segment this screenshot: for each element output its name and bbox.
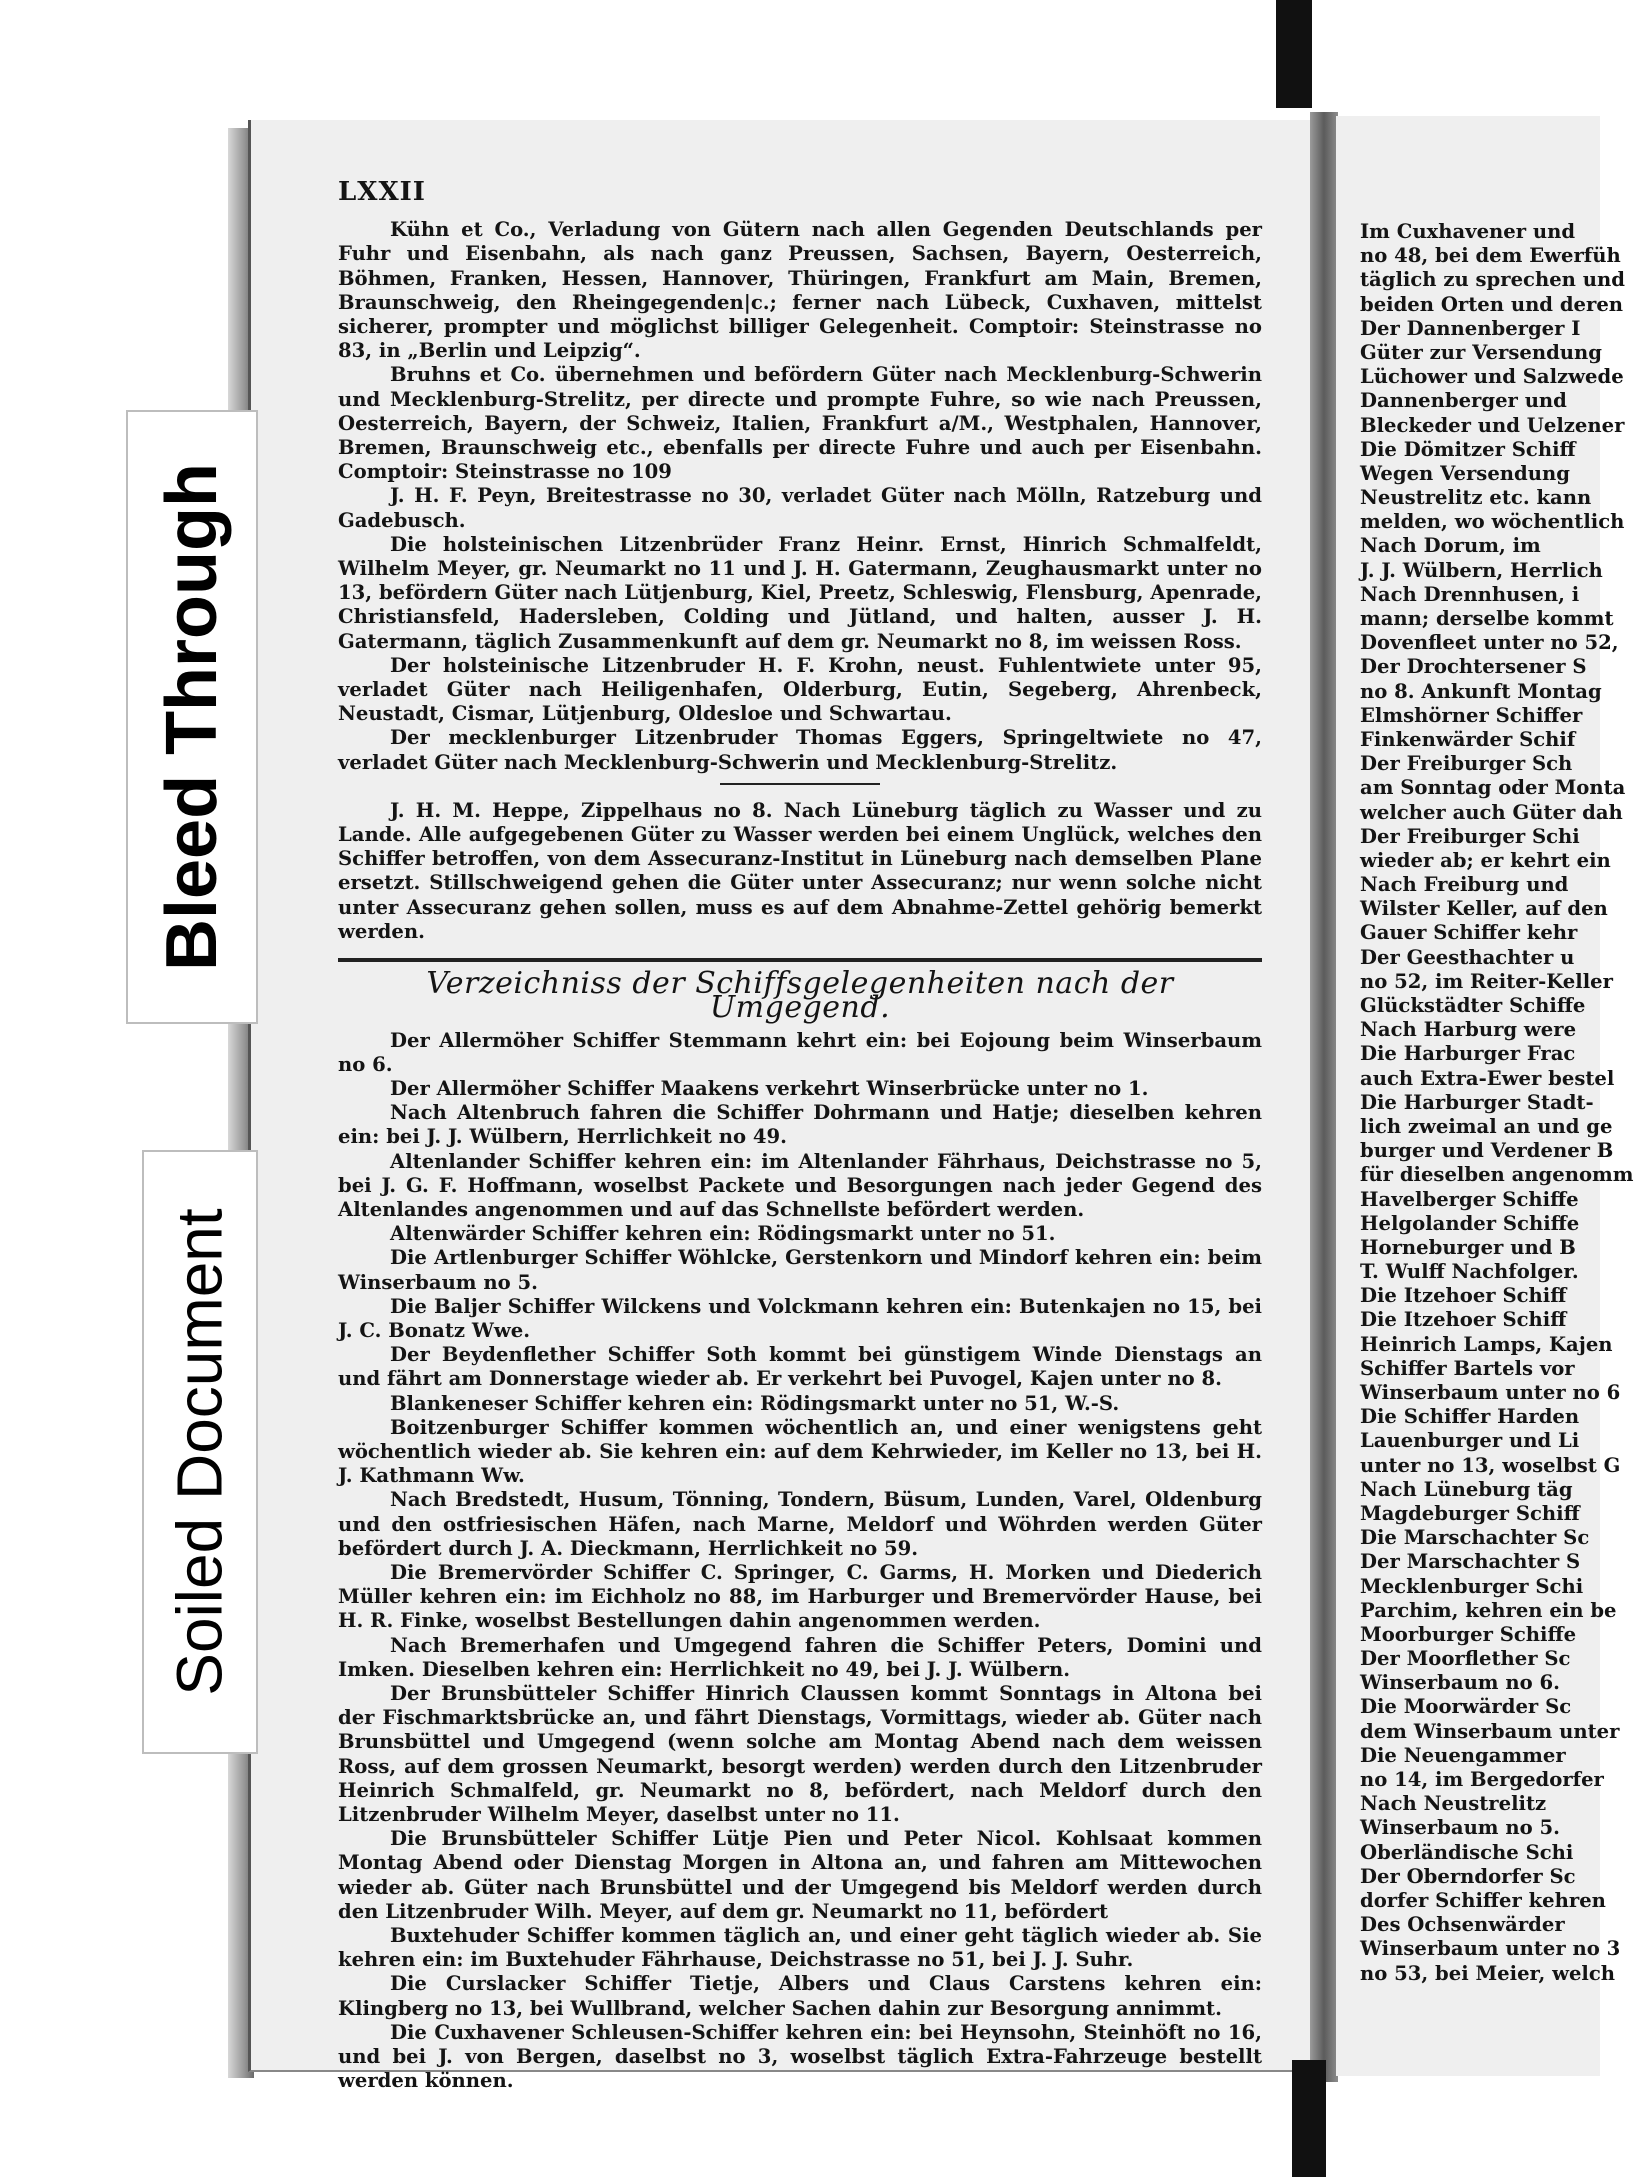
right-page-line: Der Freiburger Sch [1360,752,1573,776]
right-page-line: Havelberger Schiffe [1360,1187,1579,1211]
bleed-through-text: Bleed Through [152,463,233,971]
right-page-line: Der Moorflether Sc [1360,1647,1571,1671]
book-gutter [1310,112,1338,2082]
right-page-line: Nach Harburg were [1360,1018,1577,1042]
right-page-line: Die Itzehoer Schiff [1360,1284,1567,1308]
right-page-line: Der Marschachter S [1360,1550,1581,1574]
bleed-through-label [126,410,258,1024]
right-page-line: Die Marschachter Sc [1360,1526,1590,1550]
right-page-line: Glückstädter Schiffe [1360,994,1586,1017]
ship-service-entry: Die Cuxhavener Schleusen-Schiffer kehren ein: bei Heynsohn, Steinhöft no 16, und bei J. von Bergen, daselbst no 3, woselbst täglich Extra-Fahrzeuge bestellt werden können. [338,2020,1262,2093]
right-page-line: Horneburger und B [1360,1235,1576,1259]
section-title: Verzeichniss der Schiffsgelegenheiten nach der Umgegend. [426,966,1174,1026]
forwarder-entry: Die holsteinischen Litzenbrüder Franz Heinr. Ernst, Hinrich Schmalfeldt, Wilhelm Meyer, gr. Neumarkt no 11 und J. H. Gatermann, Zeughausmarkt unter no 13, befördern Güter nach Lütjenburg, Kiel, Preetz, Schleswig, Flensburg, Apenrade, Christiansfeld, Hadersleben, Colding und Jütland, und halten, ausser J. H. Gatermann, täglich Zusammenkunft auf dem gr. Neumarkt no 8, im weissen Ross. [338,532,1262,653]
binding-clip-bottom [1292,2060,1326,2177]
section-divider [338,958,1262,962]
right-page-line: no 53, bei Meier, welch [1360,1961,1616,1985]
right-page-line: Winserbaum unter no 6 [1360,1381,1621,1404]
right-page-text [1360,220,1634,1986]
right-page-line: Nach Drennhusen, i [1360,582,1580,606]
ship-service-entry: Nach Bremerhafen und Umgegend fahren die Schiffer Peters, Domini und Imken. Dieselben kehren ein: Herrlichkeit no 49, bei J. J. Wülbern. [338,1633,1262,1681]
right-page-line: dorfer Schiffer kehren [1360,1888,1606,1912]
ship-service-entry: Die Artlenburger Schiffer Wöhlcke, Gerstenkorn und Mindorf kehren ein: beim Winserbaum no 5. [338,1246,1262,1294]
left-page-text [338,177,1262,2093]
right-page-line: Winserbaum no 6. [1360,1671,1560,1695]
right-page-line: unter no 13, woselbst G [1360,1453,1621,1477]
right-page-line: am Sonntag oder Monta [1360,776,1626,800]
right-page-line: dem Winserbaum unter [1360,1719,1620,1743]
right-page-line: no 14, im Bergedorfer [1360,1768,1604,1791]
ship-service-entry: Altenlander Schiffer kehren ein: im Altenlander Fährhaus, Deichstrasse no 5, bei J. G. F. Hoffmann, woselbst Packete und Besorgungen nach jeder Gegend des Altenlandes angenommen und auf das Schnellste befördert werden. [338,1149,1262,1221]
ship-service-entry: Nach Altenbruch fahren die Schiffer Dohrmann und Hatje; dieselben kehren ein: bei J. J. Wülbern, Herrlichkeit no 49. [338,1101,1262,1149]
right-page-line: Die Dömitzer Schiff [1360,437,1576,461]
right-page-line: Der Drochtersener S [1360,655,1587,679]
forwarder-entry: J. H. F. Peyn, Breitestrasse no 30, verladet Güter nach Mölln, Ratzeburg und Gadebusch. [338,484,1262,532]
right-page-line: Des Ochsenwärder [1360,1913,1565,1937]
right-page-line: Der Freiburger Schi [1360,824,1580,848]
right-page-line: Nach Freiburg und [1360,873,1569,897]
forwarder-entry: Kühn et Co., Verladung von Gütern nach allen Gegenden Deutschlands per Fuhr und Eisenbahn, als nach ganz Preussen, Sachsen, Bayern, Oesterreich, Böhmen, Franken, Hessen, Hannover, Thüringen, Frankfurt am Main, Bremen, Braunschweig, den Rheingegenden|c.; ferner nach Lübeck, Cuxhaven, mittelst sicherer, prompter und möglichst billiger Gelegenheit. Comptoir: Steinstrasse no 83, in „Berlin und Leipzig“. [338,218,1262,363]
right-page-line: Lüchower und Salzwede [1360,365,1624,389]
right-page-line: Die Moorwärder Sc [1360,1695,1572,1719]
forwarders-list [338,218,1262,775]
ship-service-entry: Die Curslacker Schiffer Tietje, Albers und Claus Carstens kehren ein: Klingberg no 13, bei Wullbrand, welcher Sachen dahin zur Besorgung annimmt. [338,1972,1262,2020]
right-page-line: Helgolander Schiffe [1360,1211,1580,1235]
right-page-line: auch Extra-Ewer bestel [1360,1066,1615,1090]
forwarder-entry: Der mecklenburger Litzenbruder Thomas Eggers, Springeltwiete no 47, verladet Güter nach Mecklenburg-Schwerin und Mecklenburg-Strelitz. [338,726,1262,774]
ship-service-entry: Buxtehuder Schiffer kommen täglich an, und einer geht täglich wieder ab. Sie kehren ein: im Buxtehuder Fährhause, Deichstrasse no 51, bei J. J. Suhr. [338,1924,1262,1972]
right-page-line: Die Harburger Stadt- [1360,1090,1594,1114]
right-page-line: Parchim, kehren ein be [1360,1598,1617,1622]
right-page-line: Lauenburger und Li [1360,1429,1580,1453]
right-page-line: Wilster Keller, auf den [1360,897,1608,921]
soiled-document-text: Soiled Document [164,1208,236,1696]
ship-service-entry: Der Brunsbütteler Schiffer Hinrich Claussen kommt Sonntags in Altona bei der Fischmarktsbrücke an, und fährt Dienstags, Vormittags, wieder ab. Güter nach Brunsbüttel und Umgegend (wenn solche am Montag Abend nach dem weissen Ross, auf dem grossen Neumarkt, besorgt werden) werden durch den Litzenbruder Heinrich Schmalfeld, gr. Neumarkt no 8, befördert, nach Meldorf durch den Litzenbruder Wilhelm Meyer, daselbst unter no 11. [338,1681,1262,1826]
right-page-line: no 52, im Reiter-Keller [1360,969,1613,993]
right-page-line: Nach Lüneburg täg [1360,1477,1573,1501]
right-page-line: melden, wo wöchentlich [1360,510,1625,534]
right-page-line: Die Harburger Frac [1360,1042,1576,1066]
right-page-line: Die Neuengammer [1360,1743,1566,1767]
ship-service-entry: Die Brunsbütteler Schiffer Lütje Pien und Peter Nicol. Kohlsaat kommen Montag Abend oder Dienstag Morgen in Altona an, und fahren am Mittewochen wieder ab. Güter nach Brunsbüttel und der Umgegend bis Meldorf werden durch den Litzenbruder Wilh. Meyer, auf dem gr. Neumarkt no 11, befördert [338,1827,1262,1923]
right-page-line: Der Dannenberger I [1360,316,1581,340]
right-page-line: Neustrelitz etc. kann [1360,486,1592,510]
right-page-line: wieder ab; er kehrt ein [1360,848,1611,872]
right-page-line: J. J. Wülbern, Herrlich [1360,558,1603,582]
right-page-line: Magdeburger Schiff [1360,1501,1580,1525]
right-page-line: Güter zur Versendung [1360,340,1602,364]
right-page-line: Der Geesthachter u [1360,945,1575,969]
ship-service-entry: Blankeneser Schiffer kehren ein: Rödingsmarkt unter no 51, W.-S. [390,1391,1120,1415]
folio-number: LXXII [338,177,426,207]
right-page-line: für dieselben angenomm [1360,1163,1634,1187]
right-page-line: Bleckeder und Uelzener [1360,413,1625,437]
ship-service-entry: Der Beydenflether Schiffer Soth kommt bei günstigem Winde Dienstags an und fährt am Donnerstage wieder ab. Er verkehrt bei Puvogel, Kajen unter no 8. [338,1343,1262,1391]
right-page-line: Die Itzehoer Schiff [1360,1308,1567,1332]
right-page-line: Finkenwärder Schif [1360,727,1576,751]
right-page-line: Dovenfleet unter no 52, [1360,631,1619,655]
forwarder-entry: Der holsteinische Litzenbruder H. F. Krohn, neust. Fuhlentwiete unter 95, verladet Güter nach Heiligenhafen, Olderburg, Eutin, Segeberg, Ahrenbeck, Neustadt, Cismar, Lütjenburg, Oldesloe und Schwartau. [338,653,1262,726]
binding-clip-top [1276,0,1312,108]
right-page-line: Der Oberndorfer Sc [1360,1864,1576,1888]
ship-service-entry: Altenwärder Schiffer kehren ein: Rödingsmarkt unter no 51. [390,1222,1056,1246]
right-page-line: Dannenberger und [1360,389,1567,413]
right-page-line: Die Schiffer Harden [1360,1405,1580,1429]
right-page-line: Nach Dorum, im [1360,534,1541,558]
right-page-line: Schiffer Bartels vor [1360,1356,1575,1380]
ship-service-entry: Die Bremervörder Schiffer C. Springer, C. Garms, H. Morken und Diederich Müller kehren ein: im Eichholz no 88, im Harburger und Bremervörder Hause, bei H. R. Finke, woselbst Bestellungen dahin angenommen werden. [338,1560,1262,1633]
right-page-line: burger und Verdener B [1360,1139,1614,1163]
ship-services-list [338,1029,1262,2094]
short-divider [720,783,880,785]
right-page-line: mann; derselbe kommt [1360,607,1614,630]
right-page-line: Im Cuxhavener und [1360,220,1576,243]
ship-service-entry: Die Baljer Schiffer Wilckens und Volckmann kehren ein: Butenkajen no 15, bei J. C. Bonatz Wwe. [338,1294,1262,1342]
right-page-line: Oberländische Schi [1360,1840,1574,1864]
ship-service-entry: Der Allermöher Schiffer Stemmann kehrt ein: bei Eojoung beim Winserbaum no 6. [338,1028,1262,1076]
right-page-line: Mecklenburger Schi [1360,1574,1584,1598]
ship-service-entry: Boitzenburger Schiffer kommen wöchentlich an, und einer wenigstens geht wöchentlich wieder ab. Sie kehren ein: auf dem Kehrwieder, im Keller no 13, bei H. J. Kathmann Ww. [338,1415,1262,1488]
right-page-line: welcher auch Güter dah [1360,800,1623,824]
right-page-line: T. Wulff Nachfolger. [1360,1260,1579,1284]
ship-service-entry: Der Allermöher Schiffer Maakens verkehrt Winserbrücke unter no 1. [390,1076,1149,1100]
right-page-line: no 8. Ankunft Montag [1360,679,1602,703]
heppe-entry: J. H. M. Heppe, Zippelhaus no 8. Nach Lüneburg täglich zu Wasser und zu Lande. Alle aufgegebenen Güter zu Wasser werden bei einem Unglück, welches den Schiffer betroffen, von dem Assecuranz-Institut in Lüneburg nach demselben Plane ersetzt. Stillschweigend gehen die Güter unter Assecuranz; nur wenn solche nicht unter Assecuranz gehen sollen, muss es auf dem Abnahme-Zettel gehörig bemerkt werden. [338,798,1262,943]
forwarder-entry: Bruhns et Co. übernehmen und befördern Güter nach Mecklenburg-Schwerin und Mecklenburg-Strelitz, per directe und prompte Fuhre, so wie nach Preussen, Oesterreich, Bayern, der Schweiz, Italien, Frankfurt a/M., Westphalen, Hannover, Bremen, Braunschweig etc., ebenfalls per directe Fuhre und auch per Eisenbahn. Comptoir: Steinstrasse no 109 [338,363,1262,484]
right-page-line: täglich zu sprechen und [1360,268,1625,292]
right-page-line: Gauer Schiffer kehr [1360,921,1578,945]
soiled-document-label [142,1150,258,1754]
ship-service-entry: Nach Bredstedt, Husum, Tönning, Tondern, Büsum, Lunden, Varel, Oldenburg und den ostfriesischen Häfen, nach Marne, Meldorf und Wöhrden werden Güter befördert durch J. A. Dieckmann, Herrlichkeit no 59. [338,1488,1262,1560]
right-page-line: lich zweimal an und ge [1360,1114,1613,1138]
right-page-line: Winserbaum unter no 3 [1360,1937,1621,1961]
right-page-line: no 48, bei dem Ewerfüh [1360,244,1621,268]
right-page-line: Elmshörner Schiffer [1360,703,1583,727]
right-page-line: Nach Neustrelitz [1360,1792,1547,1816]
right-page-line: Heinrich Lamps, Kajen [1360,1332,1613,1356]
right-page-line: Wegen Versendung [1360,461,1570,485]
right-page-line: Moorburger Schiffe [1360,1622,1577,1646]
right-page-line: Winserbaum no 5. [1360,1816,1560,1840]
right-page-line: beiden Orten und deren [1360,292,1624,316]
